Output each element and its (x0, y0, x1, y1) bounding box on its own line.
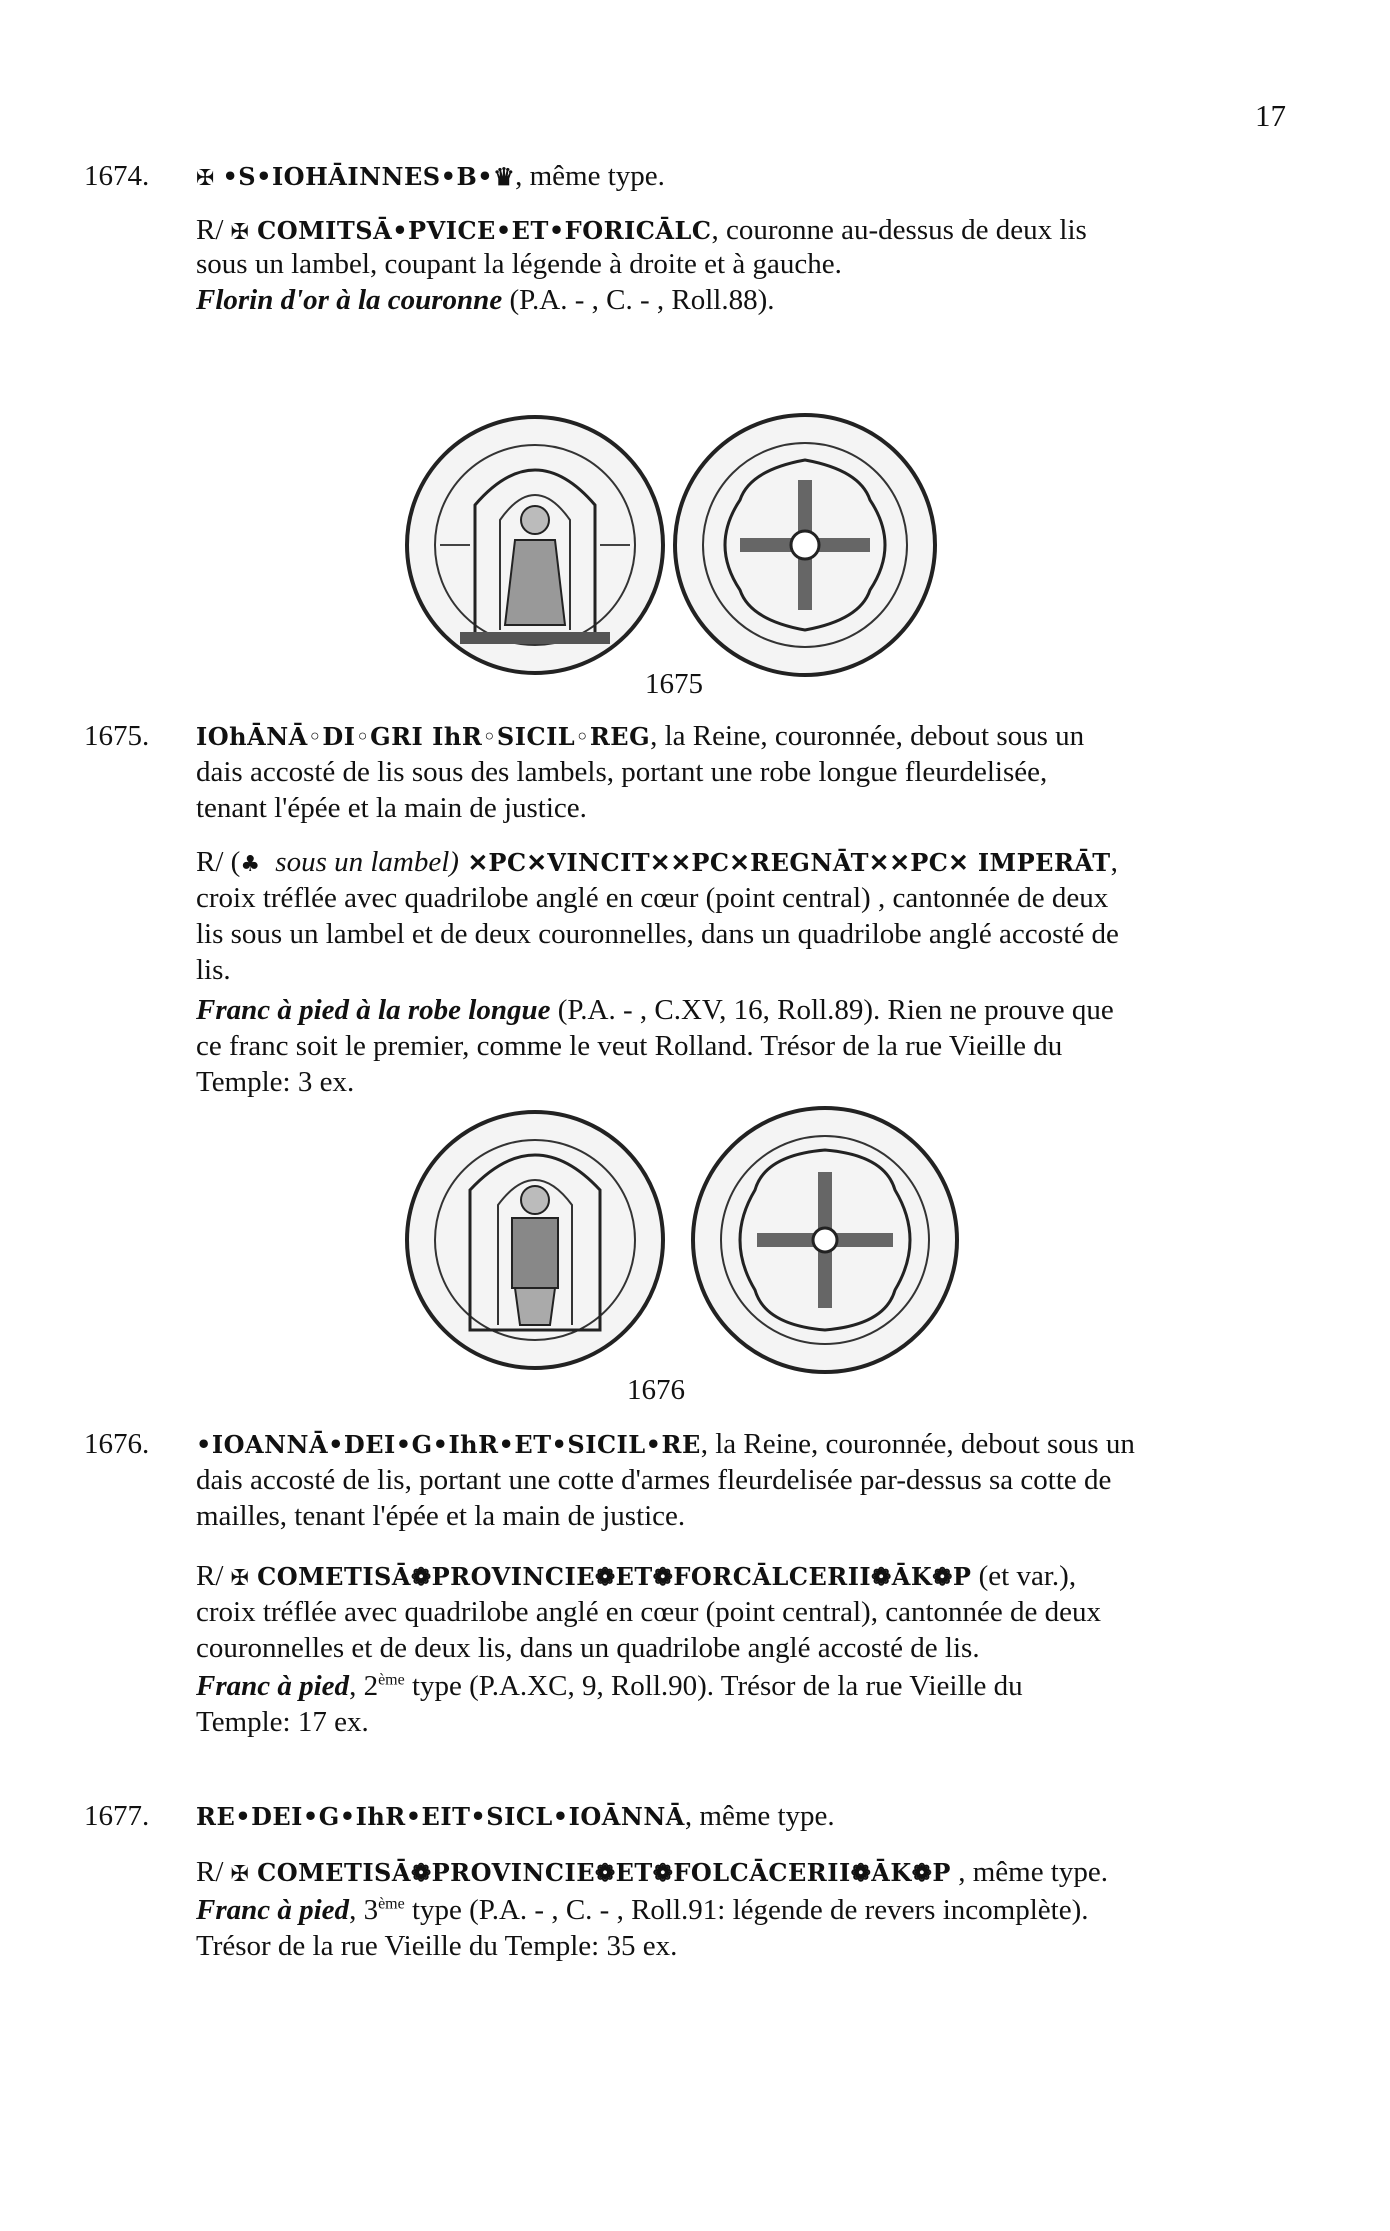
obverse-desc: , même type. (515, 160, 665, 192)
reverse-desc: , couronne au-dessus de deux lis (711, 214, 1087, 246)
obverse-desc-line: mailles, tenant l'épée et la main de justice. (196, 1500, 686, 1532)
entry-1676-name-line (196, 1668, 1276, 1704)
coin-ordinal: , 2 (349, 1670, 379, 1702)
entry-1674-name-line (196, 282, 1276, 318)
reverse-legend: COMITSĀ•PVICE•ET•FORICĀLC (257, 216, 712, 245)
obverse-desc-line: dais accosté de lis sous des lambels, portant une robe longue fleurdelisée, (196, 756, 1048, 788)
entry-1677-reverse (196, 1854, 1276, 1893)
reverse-prefix: R/ (196, 1856, 224, 1888)
coin-name: Franc à pied (196, 1670, 350, 1702)
coin-obverse-1675 (407, 417, 663, 673)
entry-note-line: Trésor de la rue Vieille du Temple: 35 ex. (196, 1930, 678, 1962)
reverse-italic: sous un lambel) (268, 846, 459, 878)
reverse-legend: COMETISĀ❁PROVINCIE❁ET❁FORCĀLCERII❁ĀK❁P (257, 1562, 972, 1591)
entry-note-line: Temple: 17 ex. (196, 1706, 369, 1738)
entry-1675-obverse (196, 718, 1276, 755)
coin-ref: type (P.A. - , C. - , Roll.91: légende de revers incomplète). (404, 1894, 1089, 1926)
reverse-desc: , (1110, 846, 1118, 878)
reverse-desc-line: lis. (196, 954, 231, 986)
reverse-desc-line: couronnelles et de deux lis, dans un quadrilobe anglé accosté de lis. (196, 1632, 980, 1664)
entry-number-1675: 1675. (84, 720, 150, 752)
entry-number-1674: 1674. (84, 160, 150, 192)
reverse-legend: COMETISĀ❁PROVINCIE❁ET❁FOLCĀCERII❁ĀK❁P (257, 1858, 951, 1887)
entry-1676-obverse (196, 1426, 1276, 1463)
coin-name: Franc à pied à la robe longue (196, 994, 551, 1026)
reverse-desc-line: croix tréflée avec quadrilobe anglé en cœur (point central), cantonnée de deux (196, 1596, 1102, 1628)
entry-1677-obverse (196, 1798, 1276, 1835)
obverse-legend: RE•DEI•G•IhR•EIT•SICL•IOĀNNĀ (196, 1802, 685, 1831)
cross-icon: ✠ (230, 220, 250, 245)
coin-figure-1675 (400, 410, 1103, 697)
reverse-desc-line: croix tréflée avec quadrilobe anglé en cœur (point central) , cantonnée de deux (196, 882, 1109, 914)
coin-reverse-1675 (675, 415, 935, 675)
entry-1677-name-line (196, 1892, 1276, 1928)
reverse-prefix: R/ (196, 1560, 224, 1592)
crown-icon: ♛ (493, 162, 516, 191)
coin-ref: type (P.A.XC, 9, Roll.90). Trésor de la rue Vieille du (404, 1670, 1023, 1702)
reverse-desc: , même type. (950, 1856, 1108, 1888)
cross-icon: ✠ (196, 166, 215, 191)
obverse-desc: , même type. (684, 1800, 835, 1832)
figure-label-1675: 1675 (1045, 665, 1103, 697)
coin-ref: (P.A. - , C.XV, 16, Roll.89). Rien ne prouve que (550, 994, 1114, 1026)
coin-ordinal-sup: ème (378, 1671, 405, 1689)
obverse-desc: , la Reine, couronnée, debout sous un (650, 720, 1085, 752)
obverse-legend: IOhĀNĀ◦DI◦GRI IhR◦SICIL◦REG (196, 722, 651, 751)
entry-note-line: ce franc soit le premier, comme le veut Rolland. Trésor de la rue Vieille du (196, 1030, 1063, 1062)
cross-icon: ✠ (230, 1862, 250, 1887)
reverse-desc-line: sous un lambel, coupant la légende à droite et à gauche. (196, 248, 842, 280)
obverse-legend: •S•IOHĀINNES•B• (222, 162, 494, 191)
figure-label-1676-text: 1676 (627, 1374, 685, 1406)
page-number: 17 (1255, 98, 1286, 133)
entry-1675-reverse (196, 844, 1276, 883)
obverse-desc: , la Reine, couronnée, debout sous un (700, 1428, 1135, 1460)
coin-name: Franc à pied (196, 1894, 350, 1926)
coin-ordinal-sup: ème (378, 1895, 405, 1913)
entry-1674-obverse (196, 158, 1276, 197)
coin-ref: (P.A. - , C. - , Roll.88). (502, 284, 775, 316)
entry-note-line: Temple: 3 ex. (196, 1066, 355, 1098)
entry-number-1676: 1676. (84, 1428, 150, 1460)
reverse-legend: ✕PC✕VINCIT✕✕PC✕REGNĀT✕✕PC✕ IMPERĀT (458, 848, 1111, 877)
figure-label-1675-text: 1675 (645, 668, 703, 700)
reverse-desc-line: lis sous un lambel et de deux couronnelles, dans un quadrilobe anglé accosté de (196, 918, 1119, 950)
trefoil-icon: ♣ (240, 852, 261, 877)
entry-1675-name-line (196, 992, 1276, 1028)
obverse-desc-line: tenant l'épée et la main de justice. (196, 792, 587, 824)
coin-obverse-1676 (407, 1112, 663, 1368)
coin-ordinal: , 3 (349, 1894, 379, 1926)
reverse-prefix: R/ (196, 214, 224, 246)
entry-1676-reverse (196, 1558, 1276, 1597)
obverse-desc-line: dais accosté de lis, portant une cotte d'armes fleurdelisée par-dessus sa cotte de (196, 1464, 1112, 1496)
coin-name: Florin d'or à la couronne (196, 284, 503, 316)
cross-icon: ✠ (230, 1566, 250, 1591)
obverse-legend: •IOANNĀ•DEI•G•IhR•ET•SICIL•RE (196, 1430, 701, 1459)
entry-number-1677: 1677. (84, 1800, 150, 1832)
coin-figure-1676 (400, 1100, 980, 1380)
coin-reverse-1676 (693, 1108, 957, 1372)
reverse-prefix: R/ ( (196, 846, 241, 878)
reverse-desc: (et var.), (971, 1560, 1077, 1592)
